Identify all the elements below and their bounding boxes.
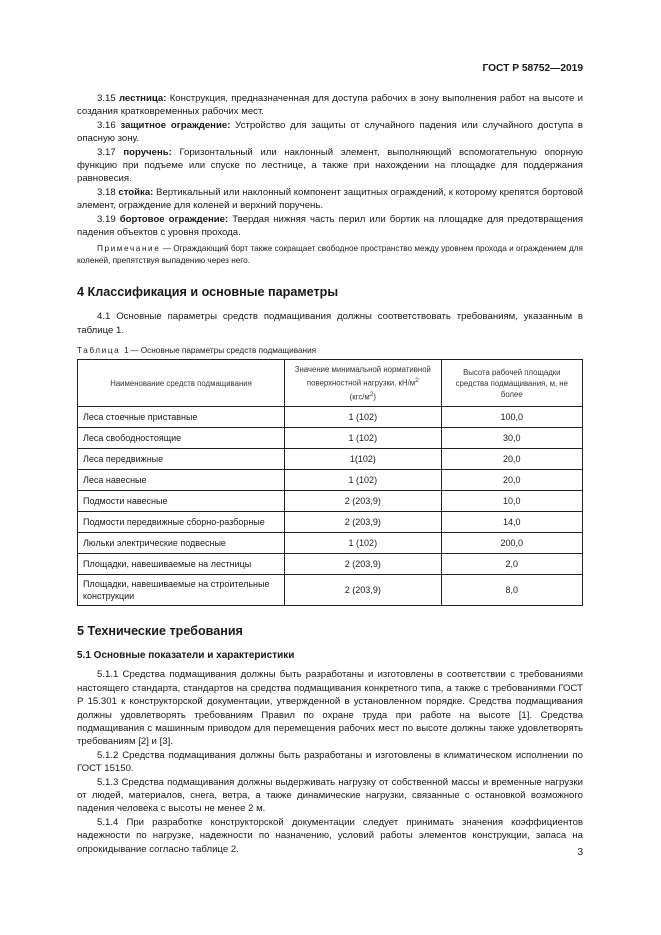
table-row bbox=[78, 533, 583, 554]
cell-height: 20,0 bbox=[441, 470, 582, 491]
column-header-load: Значение минимальной нормативной поверхностной нагрузки, $кН/м^2$ $(кгс/м^2)$ bbox=[285, 360, 442, 407]
cell-load: 1 (102) bbox=[285, 428, 442, 449]
definition-3-18: 3.18 стойка: Вертикальный или наклонный компонент защитных ограждений, к которому крепятся бортовой элемент, ограждение для коленей и верхний поручень. bbox=[77, 186, 584, 212]
table-row bbox=[78, 554, 583, 575]
table-row bbox=[78, 449, 583, 470]
definition-3-19: 3.19 бортовое ограждение: Твердая нижняя часть перил или бортик на площадке для предотвращения падения объектов с уровня прохода. bbox=[77, 213, 583, 239]
term: лестница: bbox=[118, 93, 167, 104]
term: поручень: bbox=[123, 146, 172, 158]
cell-height: 30,0 bbox=[441, 428, 582, 449]
cell-load: 1 (102) bbox=[285, 533, 442, 554]
note bbox=[77, 243, 583, 267]
column-header-name: Наименование средств подмащивания bbox=[78, 360, 285, 407]
page-number: 3 bbox=[577, 847, 583, 858]
cell-name: Леса свободностоящие bbox=[78, 428, 285, 449]
table-1 bbox=[77, 359, 583, 606]
cell-name: Подмости передвижные сборно-разборные bbox=[78, 512, 285, 533]
cell-height: 10,0 bbox=[441, 491, 582, 512]
cell-name: Площадки, навешиваемые на строительные конструкции bbox=[78, 575, 285, 606]
cell-height: 100,0 bbox=[441, 407, 582, 428]
note-text: — Ограждающий борт также сокращает свободное пространство между уровнем прохода и ограждением для коленей, препятствуя выпадению через него. bbox=[77, 244, 583, 266]
paragraph-5-1-3: 5.1.3 Средства подмащивания должны выдерживать нагрузку от собственной массы и временные нагрузки от людей, материалов, снега, ветра, а также динамические нагрузки, связанные с остановкой возможного падения человека с высоты не менее 2 м. bbox=[77, 776, 583, 815]
table-row bbox=[78, 470, 583, 491]
table-row bbox=[78, 491, 583, 512]
table-row bbox=[78, 575, 583, 606]
section-4-title: 4 Классификация и основные параметры bbox=[77, 285, 339, 300]
cell-name: Леса передвижные bbox=[78, 449, 285, 470]
cell-load: 2 (203,9) bbox=[285, 512, 442, 533]
document-id-header: ГОСТ Р 58752—2019 bbox=[482, 63, 583, 74]
cell-height: 14,0 bbox=[441, 512, 582, 533]
cell-height: 200,0 bbox=[441, 533, 582, 554]
cell-load: 1(102) bbox=[285, 449, 442, 470]
cell-name: Площадки, навешиваемые на лестницы bbox=[78, 554, 285, 575]
paragraph-5-1-4: 5.1.4 При разработке конструкторской документации следует принимать значения коэффициентов надежности по нагрузке, надежности по назначению, условий работы элементов конструкции, запаса на опрокидывание согласно таблице 2. bbox=[77, 816, 583, 855]
note-label: Примечание bbox=[97, 244, 161, 254]
column-header-height: Высота рабочей площадки средства подмащивания, м, не более bbox=[441, 360, 582, 407]
definition-3-17: 3.17 поручень: Горизонтальный или наклонный элемент, выполняющий вспомогательную опорную функцию при подъеме или спуске по лестнице, а также при нахождении на площадке для поддержания равновесия. bbox=[77, 146, 583, 185]
table-row bbox=[78, 512, 583, 533]
paragraph-5-1-1: 5.1.1 Средства подмащивания должны быть разработаны и изготовлены в соответствии с требованиями настоящего стандарта, стандартов на средства подмащивания конкретного типа, а также с требованиями ГОСТ Р 15.301 к конструкторской документации, утвержденной в установленном порядке. Средства подмащивания должны удовлетворять требованиям Правил по охране труда при работе на высоте [1]. Средства подмащивания с машинным приводом для перемещения рабочих мест по высоте должны также удовлетворять требованиям [2] и [3]. bbox=[77, 669, 583, 748]
cell-height: 20,0 bbox=[441, 449, 582, 470]
definitions-block bbox=[77, 0, 583, 267]
cell-name: Леса стоечные приставные bbox=[78, 407, 285, 428]
cell-load: 2 (203,9) bbox=[285, 575, 442, 606]
cell-name: Леса навесные bbox=[78, 470, 285, 491]
cell-height: 8,0 bbox=[441, 575, 582, 606]
cell-name: Люльки электрические подвесные bbox=[78, 533, 285, 554]
table-header-row bbox=[78, 360, 583, 407]
term: стойка: bbox=[118, 186, 154, 198]
table-row bbox=[78, 407, 583, 428]
cell-load: 1 (102) bbox=[285, 470, 442, 491]
section-5-title: 5 Технические требования bbox=[77, 624, 243, 639]
definition-3-15: 3.15 лестница: Конструкция, предназначенная для доступа рабочих в зону выполнения работ на высоте и создания кратковременных рабочих мест. bbox=[77, 93, 584, 118]
cell-name: Подмости навесные bbox=[78, 491, 285, 512]
table-row bbox=[78, 428, 583, 449]
cell-load: 2 (203,9) bbox=[285, 554, 442, 575]
definition-3-16: 3.16 защитное ограждение: Устройство для защиты от случайного падения или случайного доступа в опасную зону. bbox=[77, 119, 584, 145]
term: защитное ограждение: bbox=[120, 119, 231, 131]
cell-load: 2 (203,9) bbox=[285, 491, 442, 512]
subsection-5-1-title: 5.1 Основные показатели и характеристики bbox=[77, 650, 295, 662]
cell-height: 2,0 bbox=[441, 554, 582, 575]
paragraph-5-1-2: 5.1.2 Средства подмащивания должны быть разработаны и изготовлены в климатическом исполнении по ГОСТ 15150. bbox=[77, 749, 583, 775]
table-1-caption: Таблица 1— Основные параметры средств подмащивания bbox=[77, 346, 317, 356]
section-4-paragraph: 4.1 Основные параметры средств подмащивания должны соответствовать требованиям, указанным в таблице 1. bbox=[77, 311, 583, 336]
term: бортовое ограждение: bbox=[119, 213, 229, 225]
cell-load: 1 (102) bbox=[285, 407, 442, 428]
